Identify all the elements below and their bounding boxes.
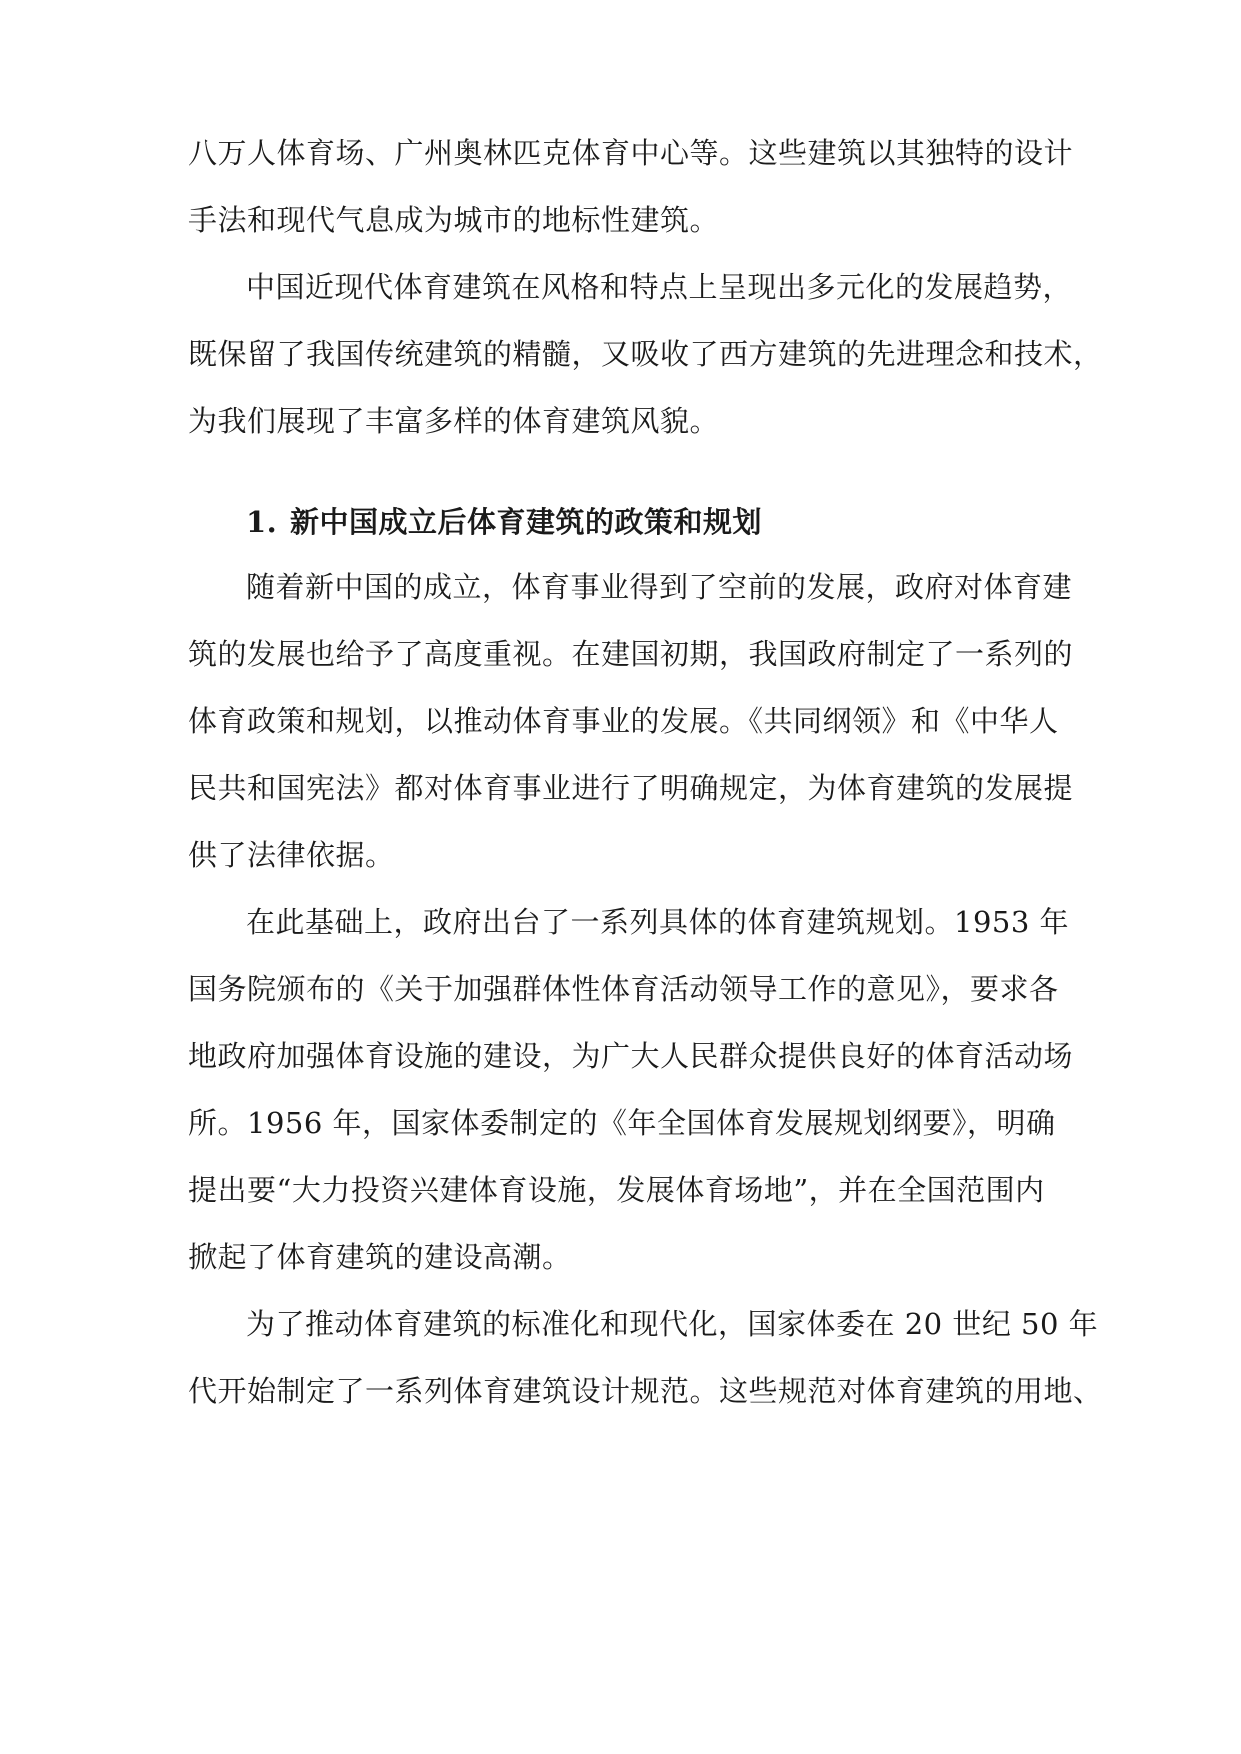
paragraph-1-line-1: 八万人体育场、广州奥林匹克体育中心等。这些建筑以其独特的设计: [188, 136, 1074, 170]
paragraph-3-line-2: 筑的发展也给予了高度重视。在建国初期，我国政府制定了一系列的: [188, 637, 1074, 671]
paragraph-2-line-3: 为我们展现了丰富多样的体育建筑风貌。: [188, 404, 720, 438]
paragraph-5-line-2: 代开始制定了一系列体育建筑设计规范。这些规范对体育建筑的用地、: [188, 1374, 1103, 1408]
paragraph-3-line-5: 供了法律依据。: [188, 838, 395, 872]
section-heading-number: 1.: [246, 505, 278, 539]
paragraph-5-line-1: 为了推动体育建筑的标准化和现代化，国家体委在 20 世纪 50 年: [246, 1307, 1099, 1341]
paragraph-4-line-3: 地政府加强体育设施的建设，为广大人民群众提供良好的体育活动场: [188, 1039, 1074, 1073]
paragraph-3-line-4: 民共和国宪法》都对体育事业进行了明确规定，为体育建筑的发展提: [188, 771, 1074, 805]
paragraph-4-line-5: 提出要“大力投资兴建体育设施，发展体育场地”，并在全国范围内: [188, 1173, 1045, 1207]
paragraph-4-line-1: 在此基础上，政府出台了一系列具体的体育建筑规划。1953 年: [246, 905, 1070, 939]
paragraph-2-line-1: 中国近现代体育建筑在风格和特点上呈现出多元化的发展趋势，: [246, 270, 1073, 304]
paragraph-4-line-2: 国务院颁布的《关于加强群体性体育活动领导工作的意见》，要求各: [188, 972, 1059, 1006]
paragraph-2-line-2: 既保留了我国传统建筑的精髓，又吸收了西方建筑的先进理念和技术，: [188, 337, 1103, 371]
paragraph-4-line-6: 掀起了体育建筑的建设高潮。: [188, 1240, 572, 1274]
paragraph-4-line-4: 所。1956 年，国家体委制定的《年全国体育发展规划纲要》，明确: [188, 1106, 1056, 1140]
paragraph-1-line-2: 手法和现代气息成为城市的地标性建筑。: [188, 203, 720, 237]
section-heading: [246, 502, 762, 542]
paragraph-3-line-3: 体育政策和规划，以推动体育事业的发展。《共同纲领》和《中华人: [188, 704, 1059, 738]
paragraph-3-line-1: 随着新中国的成立，体育事业得到了空前的发展，政府对体育建: [246, 570, 1073, 604]
section-heading-title: 新中国成立后体育建筑的政策和规划: [290, 505, 763, 539]
